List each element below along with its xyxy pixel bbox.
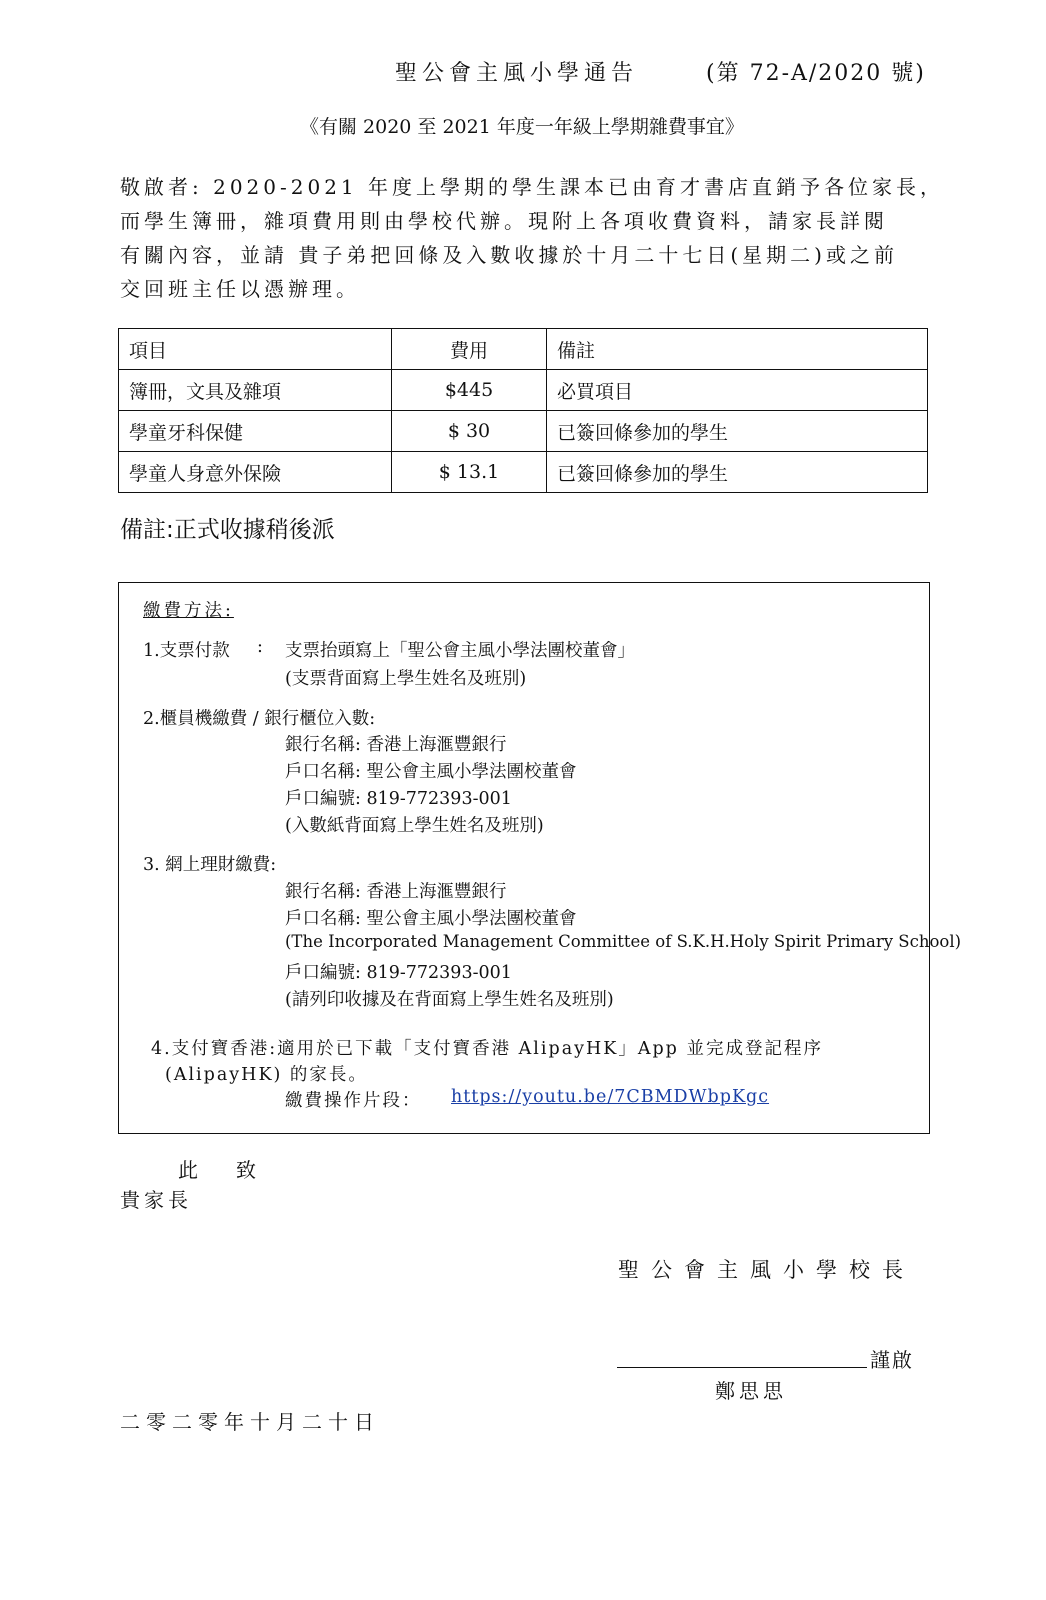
receipt-remark: 備註:正式收據稍後派 — [120, 517, 335, 543]
cheque-payee: 支票抬頭寫上「聖公會主風小學法團校董會」 — [285, 641, 635, 661]
atm-note: (入數紙背面寫上學生姓名及班別) — [285, 816, 544, 836]
cell-item: 簿冊，文具及雜項 — [119, 370, 392, 411]
video-label: 繳費操作片段： — [285, 1091, 422, 1111]
cell-fee: $445 — [392, 370, 547, 411]
notice-number: (第 72-A/2020 號) — [706, 61, 926, 86]
online-account-name: 戶口名稱: 聖公會主風小學法團校董會 — [285, 909, 577, 929]
online-account-name-english: (The Incorporated Management Committee of S.K.H.Holy Spirit Primary School) — [285, 932, 962, 951]
cell-remark: 必買項目 — [547, 370, 928, 411]
cell-remark: 已簽回條參加的學生 — [547, 452, 928, 493]
alipay-description: 4.支付寶香港:適用於已下載「支付寶香港 AlipayHK」App 並完成登記程序 — [151, 1039, 823, 1059]
cheque-label: 1.支票付款 — [143, 641, 230, 661]
online-label: 3. 網上理財繳費: — [143, 855, 277, 875]
cell-fee: $ 30 — [392, 411, 547, 452]
notice-subject: 《有關 2020 至 2021 年度一年級上學期雜費事宜》 — [300, 116, 744, 138]
intro-paragraph — [120, 170, 980, 306]
table-header-row — [119, 329, 928, 370]
cheque-note: (支票背面寫上學生姓名及班別) — [285, 669, 527, 689]
principal-name: 鄭思思 — [715, 1379, 787, 1403]
atm-account-number: 戶口編號: 819-772393-001 — [285, 789, 512, 809]
intro-line: 敬啟者: 2020-2021 年度上學期的學生課本已由育才書店直銷予各位家長， — [120, 175, 945, 199]
signature-line — [617, 1367, 867, 1368]
cheque-colon: : — [257, 637, 263, 657]
notice-date: 二零二零年十月二十日 — [120, 1410, 380, 1434]
online-note: (請列印收據及在背面寫上學生姓名及班別) — [285, 990, 614, 1010]
table-row — [119, 452, 928, 493]
intro-line: 而學生簿冊，雜項費用則由學校代辦。現附上各項收費資料，請家長詳閱 — [120, 209, 888, 233]
payment-video-link[interactable]: https://youtu.be/7CBMDWbpKgc — [451, 1087, 770, 1107]
atm-account-name: 戶口名稱: 聖公會主風小學法團校董會 — [285, 762, 577, 782]
online-bank-name: 銀行名稱: 香港上海滙豐銀行 — [285, 882, 507, 902]
atm-label: 2.櫃員機繳費 / 銀行櫃位入數: — [143, 709, 376, 729]
table-row — [119, 411, 928, 452]
cell-item: 學童牙科保健 — [119, 411, 392, 452]
cell-item: 學童人身意外保險 — [119, 452, 392, 493]
payment-title: 繳費方法: — [143, 601, 234, 621]
school-notice-title: 聖公會主風小學通告 — [395, 61, 639, 86]
principal-title: 聖公會主風小學校長 — [618, 1258, 915, 1282]
header-remark: 備註 — [547, 329, 928, 370]
cell-remark: 已簽回條參加的學生 — [547, 411, 928, 452]
intro-line: 有關內容，並請 貴子弟把回條及入數收據於十月二十七日(星期二)或之前 — [120, 243, 898, 267]
sign-off: 謹啟 — [870, 1348, 914, 1372]
header-item: 項目 — [119, 329, 392, 370]
intro-line: 交回班主任以憑辦理。 — [120, 277, 360, 301]
online-account-number: 戶口編號: 819-772393-001 — [285, 963, 512, 983]
header-fee: 費用 — [392, 329, 547, 370]
table-row — [119, 370, 928, 411]
closing-word-to: 致 — [236, 1158, 256, 1182]
payment-methods-box — [118, 582, 962, 1134]
closing-word-this: 此 — [178, 1158, 198, 1182]
recipient: 貴家長 — [120, 1188, 192, 1212]
fee-table — [118, 328, 928, 493]
alipay-description-cont: (AlipayHK) 的家長。 — [165, 1065, 368, 1085]
cell-fee: $ 13.1 — [392, 452, 547, 493]
atm-bank-name: 銀行名稱: 香港上海滙豐銀行 — [285, 735, 507, 755]
